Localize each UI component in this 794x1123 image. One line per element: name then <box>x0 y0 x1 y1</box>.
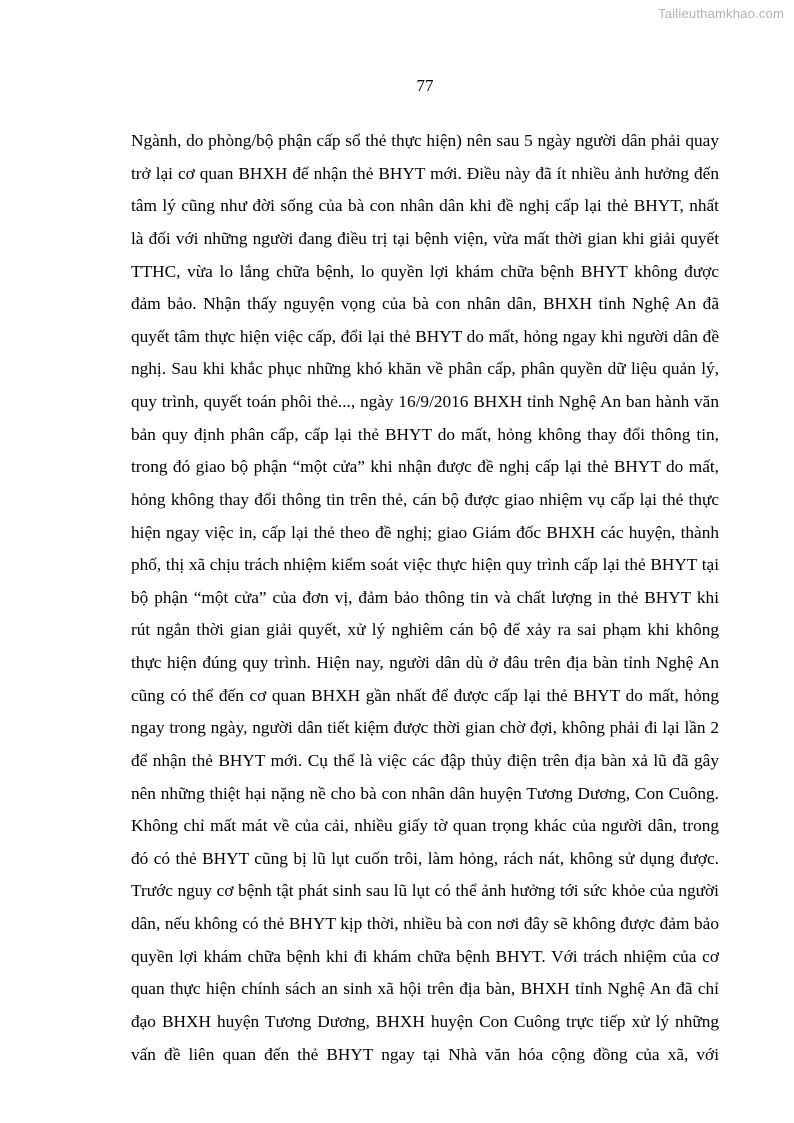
text-line: Ngành, do phòng/bộ phận cấp sổ thẻ thực hiện) nên sau 5 ngày người dân phải quay <box>131 131 719 150</box>
text-line: trở lại cơ quan BHXH để nhận thẻ BHYT mới. Điều này đã ít nhiều ảnh hưởng đến <box>131 163 719 183</box>
text-line: quan thực hiện chính sách an sinh xã hội trên địa bàn, BHXH tỉnh Nghệ An đã chỉ <box>131 979 719 999</box>
page-number: 77 <box>416 76 434 95</box>
text-line: quyền lợi khám chữa bệnh khi đi khám chữa bệnh BHYT. Với trách nhiệm của cơ <box>131 946 719 966</box>
text-line: hiện ngay việc in, cấp lại thẻ theo đề nghị; giao Giám đốc BHXH các huyện, thành <box>131 522 719 542</box>
text-line: trong đó giao bộ phận “một cửa” khi nhận được đề nghị cấp lại thẻ BHYT do mất, <box>131 457 719 477</box>
text-line: nên những thiệt hại nặng nề cho bà con nhân dân huyện Tương Dương, Con Cuông. <box>131 783 719 803</box>
text-line: tâm lý cũng như đời sống của bà con nhân dân khi đề nghị cấp lại thẻ BHYT, nhất <box>131 196 719 216</box>
text-line: để nhận thẻ BHYT mới. Cụ thể là việc các đập thủy điện trên địa bàn xả lũ đã gây <box>131 750 719 770</box>
text-line: đảm bảo. Nhận thấy nguyện vọng của bà con nhân dân, BHXH tỉnh Nghệ An đã <box>131 294 719 314</box>
text-line: dân, nếu không có thẻ BHYT kịp thời, nhiều bà con nơi đây sẽ không được đảm bảo <box>131 914 719 933</box>
text-line: rút ngắn thời gian giải quyết, xử lý nghiêm cán bộ để xảy ra sai phạm khi không <box>131 620 719 640</box>
text-line: vấn đề liên quan đến thẻ BHYT ngay tại Nhà văn hóa cộng đồng của xã, với <box>131 1044 719 1064</box>
text-line: là đối với những người đang điều trị tại bệnh viện, vừa mất thời gian khi giải quyết <box>131 228 719 248</box>
text-line: quyết tâm thực hiện việc cấp, đổi lại thẻ BHYT do mất, hỏng ngay khi người dân đề <box>131 326 719 346</box>
body-paragraph <box>131 125 719 1071</box>
text-line: Trước nguy cơ bệnh tật phát sinh sau lũ lụt có thể ảnh hưởng tới sức khỏe của người <box>131 881 719 901</box>
text-line: TTHC, vừa lo lắng chữa bệnh, lo quyền lợi khám chữa bệnh BHYT không được <box>131 261 719 281</box>
text-line: ngay trong ngày, người dân tiết kiệm được thời gian chờ đợi, không phải đi lại lần 2 <box>131 718 719 738</box>
text-line: hỏng không thay đổi thông tin trên thẻ, cán bộ được giao nhiệm vụ cấp lại thẻ thực <box>131 489 719 509</box>
text-line: nghị. Sau khi khắc phục những khó khăn về phân cấp, phân quyền dữ liệu quản lý, <box>131 359 719 379</box>
text-line: Không chỉ mất mát về của cải, nhiều giấy tờ quan trọng khác của người dân, trong <box>131 816 719 836</box>
text-line: đạo BHXH huyện Tương Dương, BHXH huyện Con Cuông trực tiếp xử lý những <box>131 1011 719 1031</box>
text-line: quy trình, quyết toán phôi thẻ..., ngày 16/9/2016 BHXH tỉnh Nghệ An ban hành văn <box>131 392 719 411</box>
text-line: cũng có thể đến cơ quan BHXH gần nhất để được cấp lại thẻ BHYT do mất, hỏng <box>131 685 719 705</box>
text-line: thực hiện đúng quy trình. Hiện nay, người dân dù ở đâu trên địa bàn tỉnh Nghệ An <box>131 653 719 672</box>
text-line: đó có thẻ BHYT cũng bị lũ lụt cuốn trôi, làm hỏng, rách nát, không sử dụng được. <box>131 848 719 868</box>
text-line: bộ phận “một cửa” của đơn vị, đảm bảo thông tin và chất lượng in thẻ BHYT khi <box>131 587 719 607</box>
text-line: bản quy định phân cấp, cấp lại thẻ BHYT do mất, hỏng không thay đổi thông tin, <box>131 424 719 444</box>
watermark-text: Tailieuthamkhao.com <box>658 6 784 21</box>
text-line: phố, thị xã chịu trách nhiệm kiểm soát việc thực hiện quy trình cấp lại thẻ BHYT tại <box>131 555 719 575</box>
